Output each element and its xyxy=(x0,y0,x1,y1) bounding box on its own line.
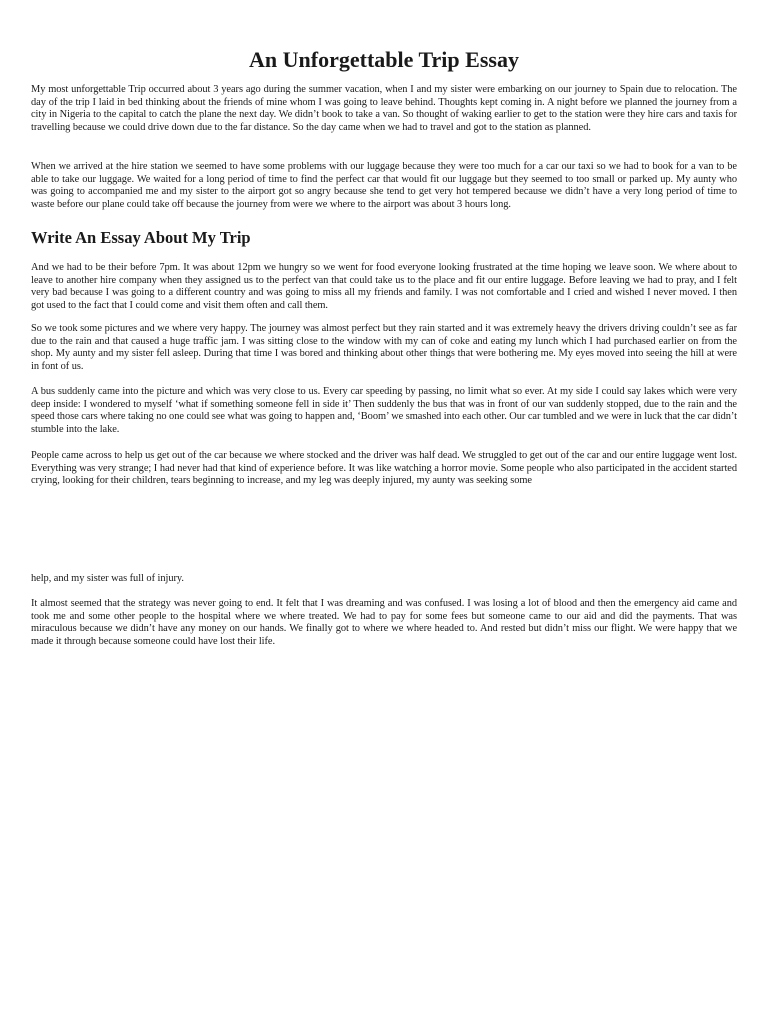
paragraph: A bus suddenly came into the picture and which was very close to us. Every car speeding by passing, no limit what so ever. At my side I could say lakes which were very deep inside: I wondered to myself ‘what if something someone fell in side it’ Then suddenly the bus that was in front of our van suddenly stopped, due to the rain and the speed those cars where taking no one could see what was going to happen and, ‘Boom’ we smashed into each other. Our car tumbled and we were in luck that the car didn’t stumble into the lake. xyxy=(31,386,737,436)
paragraph: It almost seemed that the strategy was never going to end. It felt that I was dreaming and was confused. I was losing a lot of blood and then the emergency aid came and took me and some other people to the hospital where we where treated. We had to pay for some fees but someone came to our aid and did the payments. That was miraculous because we didn’t have any money on our hands. We finally got to where we where headed to. And rested but didn’t miss our flight. We were happy that we made it through because someone could have lost their life. xyxy=(31,598,737,648)
paragraph: And we had to be their before 7pm. It was about 12pm we hungry so we went for food everyone looking frustrated at the time hoping we leave soon. We where about to leave to another hire company when they assigned us to the perfect van that could take us to the place and fit our entire luggage. Before leaving we had to pray, and I felt very bad because I was going to a different country and was going to miss all my friends and family. I was not comfortable and I cried and wished I never moved. I then got used to the fact that I could come and visit them often and call them. xyxy=(31,262,737,312)
section-heading: Write An Essay About My Trip xyxy=(31,228,251,247)
paragraph: People came across to help us get out of the car because we where stocked and the driver was half dead. We struggled to get out of the car and our entire luggage went lost. Everything was very strange; I had never had that kind of experience before. It was like watching a horror movie. Some people who also participated in the accident started crying, looking for their children, tears beginning to increase, and my leg was deeply injured, my aunty was seeking some xyxy=(31,450,737,487)
paragraph-continued: help, and my sister was full of injury. xyxy=(31,573,184,584)
paragraph: My most unforgettable Trip occurred about 3 years ago during the summer vacation, when I and my sister were embarking on our journey to Spain due to relocation. The day of the trip I laid in bed thinking about the friends of mine whom I was going to leave behind. Thoughts kept coming in. A night before we planned the journey from a city in Nigeria to the capital to catch the plane the next day. We didn’t book to take a van. So thought of waking earlier to get to the station were they hire cars and taxis for travelling because we could drive down due to the far distance. So the day came when we had to travel and got to the station as planned. xyxy=(31,84,737,134)
document-title: An Unforgettable Trip Essay xyxy=(249,47,519,72)
paragraph: So we took some pictures and we where very happy. The journey was almost perfect but they rain started and it was extremely heavy the drivers driving couldn’t see as far due to the rain and that caused a huge traffic jam. I was sitting close to the window with my can of coke and eating my lunch which I had purchased earlier on from the shop. My aunty and my sister fell asleep. During that time I was bored and thinking about other things that were bothering me. My eyes moved into seeing the hill at were in font of us. xyxy=(31,323,737,373)
paragraph: When we arrived at the hire station we seemed to have some problems with our luggage because they were too much for a car our taxi so we had to book for a van to be able to take our luggage. We waited for a long period of time to find the perfect car that would fit our luggage but they seemed to too small or parked up. My aunty who was going to accompanied me and my sister to the airport got so angry because she tend to get very hot tempered because we didn’t have a very long period of time to waste before our plane could take off because the journey from were we where to the airport was about 3 hours long. xyxy=(31,161,737,211)
